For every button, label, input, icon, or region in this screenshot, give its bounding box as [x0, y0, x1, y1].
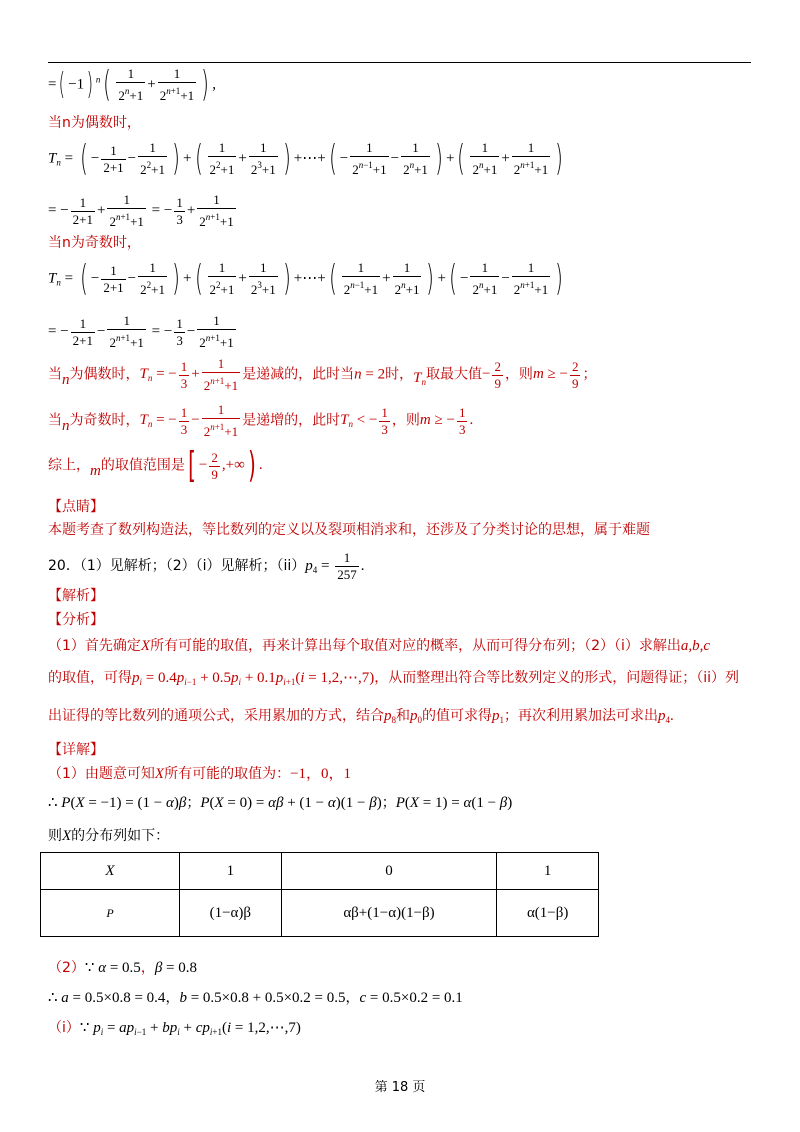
conclusion-odd: 当n为奇数时，$T_n$ = − $\frac{1}{3}$ − $\frac{1}{2^{n+1}+1}$ 是递增的，此时$T_n$ < − $\frac{1}{3}$ ，则m ≥ − $\frac{1}{3}$ . [48, 402, 474, 439]
header-rule [48, 62, 751, 63]
part2-line2: ∴ a = 0.5×0.8 = 0.4，b = 0.5×0.8 + 0.5×0.2 = 0.5，c = 0.5×0.2 = 0.1 [48, 990, 463, 1006]
formula-tn-term: =( −1) $^n$( $\frac{1}{2^n+1}$ + $\frac{1}{2^{n+1}+1}$ ) , [48, 64, 216, 105]
table-intro: 则X的分布列如下： [48, 828, 170, 844]
fenxi-title: 【分析】 [48, 612, 104, 628]
fenxi-line1: （1）首先确定X所有可能的取值，再来计算出每个取值对应的概率，从而可得分布列；（2）（i）求解出a,b,c [48, 638, 711, 654]
part2-line1: （2）∵ α = 0.5，β = 0.8 [48, 960, 198, 976]
jiexi-title: 【解析】 [48, 588, 104, 604]
xiangjie-title: 【详解】 [48, 742, 104, 758]
fenxi-line2: 的取值，可得$p_i = 0.4p_{i-1} + 0.5p_i + 0.1p_{i+1}(i$ = 1,2,⋯,7)，从而整理出符合等比数列定义的形式，问题得证；（ii）列 [48, 670, 740, 687]
formula-tn-odd: $T_n$ = ( − $\frac{1}{2+1}$ − $\frac{1}{2^2+1}$ ) +( $\frac{1}{2^2+1}$ + $\frac{1}{2^3+1}$ ) +⋯+( $\frac{1}{2^{n-1}+1}$ + $\frac{1}{2^n+1}$ ) +( − $\frac{1}{2^n+1}$ − $\frac{1}{2^{n+1}+1}$ ) [48, 258, 564, 299]
table-cell: α(1−β) [497, 890, 599, 937]
formula-tn-odd-result: = − $\frac{1}{2+1}$ − $\frac{1}{2^{n+1}+1}$ = − $\frac{1}{3}$ − $\frac{1}{2^{n+1}+1}$ [48, 313, 234, 350]
table-header-cell: X [41, 853, 180, 890]
table-row [41, 890, 599, 937]
table-header-cell: 1 [180, 853, 282, 890]
case-odd-label: 当n为奇数时， [48, 235, 141, 251]
detail-line1: （1）由题意可知X所有可能的取值为：−1，0，1 [48, 766, 352, 782]
conclusion-even: 当n为偶数时，$T_n$ = − $\frac{1}{3}$ + $\frac{1}{2^{n+1}+1}$ 是递减的，此时当n = 2时，$T_n$取最大值− $\frac{2}{9}$ ，则m ≥ − $\frac{2}{9}$ ； [48, 356, 597, 393]
formula-tn-even-result: = − $\frac{1}{2+1}$ + $\frac{1}{2^{n+1}+1}$ = − $\frac{1}{3}$ + $\frac{1}{2^{n+1}+1}$ [48, 192, 234, 229]
detail-line2: ∴ P(X = −1) = (1 − α)β；P(X = 0) = αβ + (1 − α)(1 − β)；P(X = 1) = α(1 − β) [48, 795, 513, 811]
page-footer: 第 18 页 [374, 1080, 426, 1095]
formula-tn-even: $T_n$ = ( − $\frac{1}{2+1}$ − $\frac{1}{2^2+1}$ ) +( $\frac{1}{2^2+1}$ + $\frac{1}{2^3+1}$ ) +⋯+( − $\frac{1}{2^{n-1}+1}$ − $\frac{1}{2^n+1}$ ) +( $\frac{1}{2^n+1}$ + $\frac{1}{2^{n+1}+1}$ ) [48, 138, 564, 179]
case-even-label: 当n为偶数时， [48, 115, 141, 131]
dianjing-title: 【点睛】 [48, 499, 104, 515]
q20-answer: 20．（1）见解析；（2）（i）见解析；$(ii)p_4$ = $\frac{1}{257}$ . [48, 550, 365, 582]
dianjing-text: 本题考查了数列构造法，等比数列的定义以及裂项相消求和，还涉及了分类讨论的思想，属于难题 [48, 522, 650, 538]
part2-line3: （i）∵ $p_i = ap_{i-1} + bp_i + cp_{i+1}(i$ = 1,2,⋯,7) [48, 1020, 301, 1037]
distribution-table [40, 852, 599, 937]
table-header-cell: 1 [497, 853, 599, 890]
table-header-row [41, 853, 599, 890]
summary: 综上，m的取值范围是[ − $\frac{2}{9}$ ,+∞) . [48, 445, 263, 486]
table-cell: (1−α)β [180, 890, 282, 937]
table-header-cell: 0 [281, 853, 497, 890]
fenxi-line3: 出证得的等比数列的通项公式，采用累加的方式，结合$p_8$和$p_0$的值可求得$p_1$；再次利用累加法可求出$p_4$. [48, 708, 674, 725]
table-cell: P [41, 890, 180, 937]
table-cell: αβ+(1−α)(1−β) [281, 890, 497, 937]
